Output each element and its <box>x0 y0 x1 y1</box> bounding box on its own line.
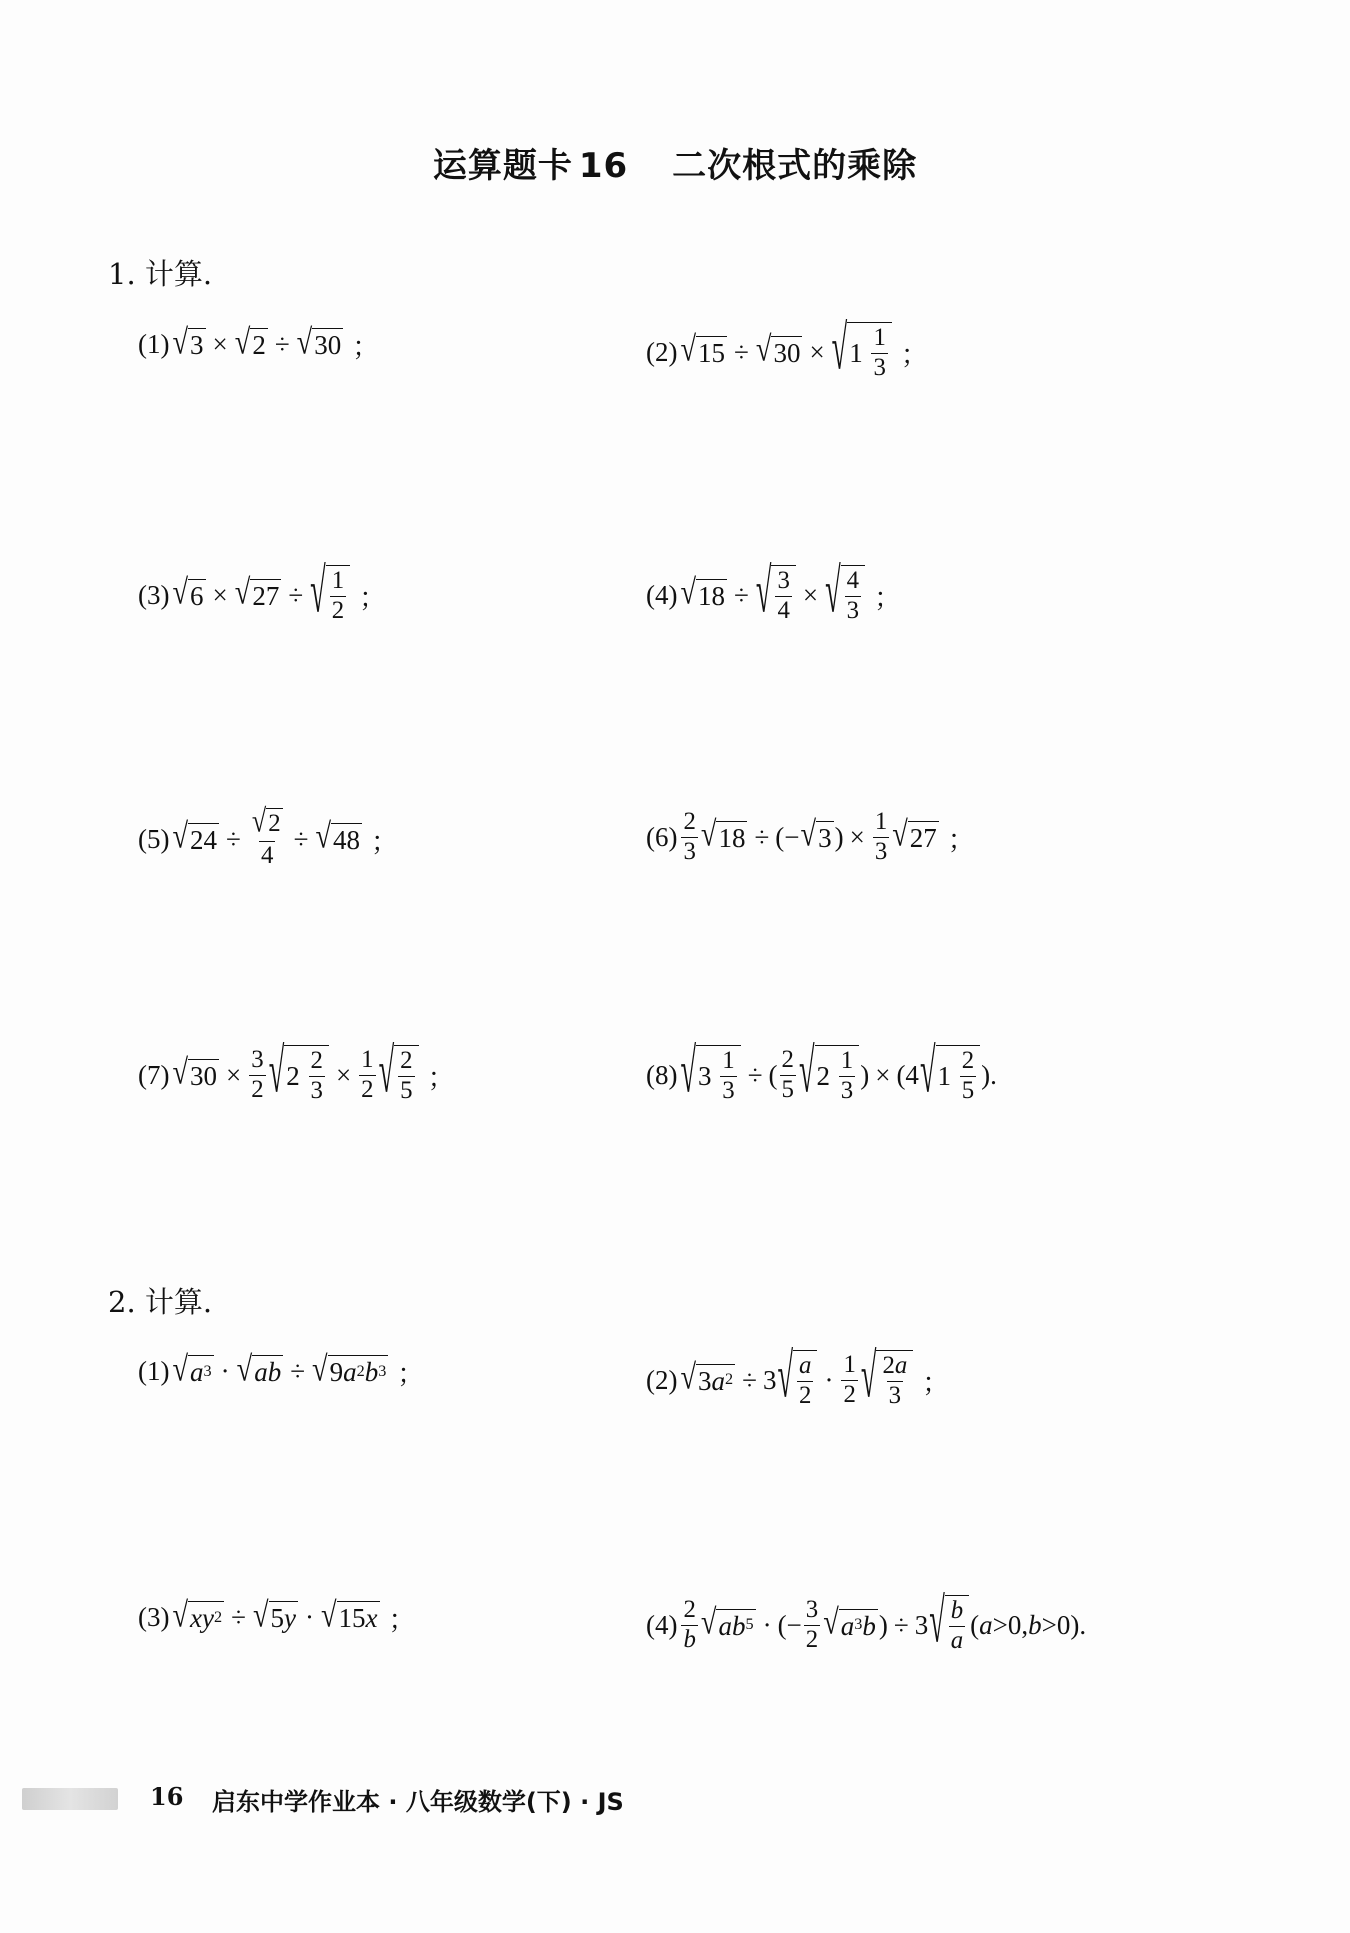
footer-book-title: 启东中学作业本 · 八年级数学(下) · JS <box>212 1788 624 1816</box>
title-subtitle: 二次根式的乘除 <box>672 146 918 186</box>
title-main: 运算题卡 <box>432 146 573 186</box>
problem-label: (4) <box>646 579 678 610</box>
problem-1-6: (6) $\frac{2}{3}$ √ 18 ÷ (− √ 3 ) × $\frac{1}{3}$ √ 27 ； <box>646 808 975 865</box>
problem-label: (1) <box>138 1356 170 1386</box>
problem-1-3: (3) √ 6 × √ 27 ÷ √ $\frac{1}{2}$ ； <box>138 558 387 627</box>
problem-label: (7) <box>138 1059 170 1090</box>
footer-decoration-bar <box>22 1788 118 1810</box>
problem-1-2: (2) √ 15 ÷ √ 30 × √ 1 $\frac{1}{3}$ ； <box>646 315 928 384</box>
section-2-heading: 2. 计算. <box>108 1285 213 1319</box>
problem-label: (3) <box>138 1602 170 1632</box>
problem-label: (8) <box>646 1059 678 1090</box>
problem-label: (5) <box>138 823 170 854</box>
problem-2-2: (2) √ 3 a $^2$ ÷ 3 √ $\frac{a}{2}$ · $\frac{1}{2}$ √ $\frac{2a}{3}$ ； <box>646 1343 950 1412</box>
problem-label: (1) <box>138 329 170 359</box>
problem-2-1: (1) √ a $^3$ · √ ab ÷ √ 9 a $^2$ b $^3$ ； <box>138 1350 425 1389</box>
problem-label: (4) <box>646 1609 678 1640</box>
page-title <box>0 138 1350 187</box>
problem-label: (6) <box>646 821 678 852</box>
problem-label: (3) <box>138 579 170 610</box>
problem-1-7: (7) √ 30 × $\frac{3}{2}$ √ 2 $\frac{2}{3}$ × $\frac{1}{2}$ √ $\frac{2}{5}$ ； <box>138 1038 455 1107</box>
problem-1-4: (4) √ 18 ÷ √ $\frac{3}{4}$ × √ $\frac{4}{3}$ ； <box>646 558 902 627</box>
problem-2-4: (4) $\frac{2}{b}$ √ ab $^5$ · (− $\frac{3}{2}$ √ a $^3$ b ) ÷ 3 √ $\frac{b}{a}$ ( a >0, b >0). <box>646 1588 1087 1657</box>
problem-2-3: (3) √ xy $^2$ ÷ √ 5 y · √ 15 x ； <box>138 1596 416 1635</box>
problem-1-1: (1) √ 3 × √ 2 ÷ √ 30 ； <box>138 323 380 362</box>
footer-page-number: 16 <box>150 1782 184 1811</box>
problem-label: (2) <box>646 336 678 367</box>
problem-1-5: (5) √ 24 ÷ √ 2 4 ÷ √ 48 ； <box>138 803 398 870</box>
section-1-heading: 1. 计算. <box>108 257 213 291</box>
problem-label: (2) <box>646 1364 678 1395</box>
title-number: 16 <box>578 146 629 186</box>
problem-1-8: (8) √ 3 $\frac{1}{3}$ ÷ ( $\frac{2}{5}$ √ 2 $\frac{1}{3}$ ) × (4 √ 1 $\frac{2}{5}$ ). <box>646 1038 997 1107</box>
